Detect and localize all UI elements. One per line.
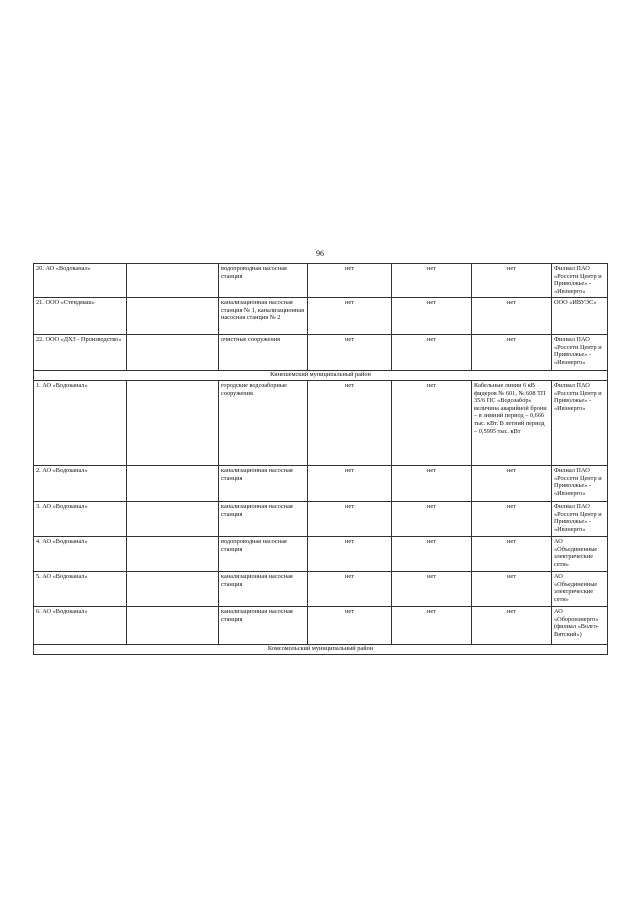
empty-cell [127,335,219,371]
empty-cell [127,466,219,502]
facility-cell: канализационная насосная станция [219,502,308,537]
facility-cell: канализационная насосная станция [219,572,308,607]
value-cell: нет [472,502,552,537]
infrastructure-table [33,263,608,655]
page-number: 96 [316,249,324,258]
value-cell: нет [472,264,552,298]
value-cell: нет [392,502,472,537]
value-cell: нет [392,572,472,607]
value-cell: нет [392,335,472,371]
value-cell: нет [392,298,472,335]
value-cell: нет [308,607,392,645]
supplier-cell: Филиал ПАО «Россети Центр и Приволжье» - «Ивэнерго» [552,335,608,371]
value-cell: нет [308,572,392,607]
value-cell: нет [308,502,392,537]
org-cell: 6. АО «Водоканал» [34,607,127,645]
facility-cell: водопроводная насосная станция [219,537,308,572]
org-cell: 5. АО «Водоканал» [34,572,127,607]
empty-cell [127,607,219,645]
value-cell: нет [472,572,552,607]
empty-cell [127,537,219,572]
org-cell: 3. АО «Водоканал» [34,502,127,537]
value-cell: нет [472,335,552,371]
value-cell: нет [308,298,392,335]
table-row [34,264,608,298]
table-row [34,466,608,502]
section-header-row [34,645,608,655]
value-cell: нет [392,466,472,502]
value-cell: Кабельные линии 6 кВ фидеров № 601, № 608 ТП 35/6 ПС «Водозабор» величина аварийной брони – в зимний период – 0,666 тыс. кВт. В летний период – 0,5995 тыс. кВт [472,381,552,466]
section-title: Комсомольский муниципальный район [34,645,608,655]
section-title: Кинешемский муниципальный район [34,371,608,381]
supplier-cell: АО «Объединенные электрические сети» [552,537,608,572]
facility-cell: канализационная насосная станция № 1, канализационная насосная станция № 2 [219,298,308,335]
value-cell: нет [308,537,392,572]
supplier-cell: АО «Объединенные электрические сети» [552,572,608,607]
facility-cell: водопроводная насосная станция [219,264,308,298]
empty-cell [127,572,219,607]
table-row [34,502,608,537]
value-cell: нет [308,381,392,466]
value-cell: нет [308,466,392,502]
org-cell: 1. АО «Водоканал» [34,381,127,466]
empty-cell [127,264,219,298]
section-header-row [34,371,608,381]
table-row [34,572,608,607]
supplier-cell: Филиал ПАО «Россети Центр и Приволжье» - «Ивэнерго» [552,264,608,298]
supplier-cell: Филиал ПАО «Россети Центр и Приволжье» - «Ивэнерго» [552,381,608,466]
value-cell: нет [392,381,472,466]
org-cell: 21. ООО «Стендмаш» [34,298,127,335]
empty-cell [127,381,219,466]
org-cell: 20. АО «Водоканал» [34,264,127,298]
table-row [34,298,608,335]
value-cell: нет [392,537,472,572]
value-cell: нет [472,537,552,572]
table-row [34,607,608,645]
supplier-cell: АО «Оборонэнерго» (филиал «Волго-Вятский») [552,607,608,645]
table-row [34,537,608,572]
value-cell: нет [392,264,472,298]
supplier-cell: ООО «ИВУЭС» [552,298,608,335]
facility-cell: канализационная насосная станция [219,466,308,502]
value-cell: нет [472,607,552,645]
facility-cell: канализационная насосная станция [219,607,308,645]
empty-cell [127,502,219,537]
value-cell: нет [392,607,472,645]
org-cell: 4. АО «Водоканал» [34,537,127,572]
value-cell: нет [308,264,392,298]
value-cell: нет [472,466,552,502]
facility-cell: городские водозаборные сооружения [219,381,308,466]
org-cell: 2. АО «Водоканал» [34,466,127,502]
supplier-cell: Филиал ПАО «Россети Центр и Приволжье» - «Ивэнерго» [552,466,608,502]
value-cell: нет [472,298,552,335]
org-cell: 22. ООО «ДХЗ - Производство» [34,335,127,371]
facility-cell: очистные сооружения [219,335,308,371]
table-row [34,335,608,371]
value-cell: нет [308,335,392,371]
supplier-cell: Филиал ПАО «Россети Центр и Приволжье» - «Ивэнерго» [552,502,608,537]
table-row [34,381,608,466]
empty-cell [127,298,219,335]
